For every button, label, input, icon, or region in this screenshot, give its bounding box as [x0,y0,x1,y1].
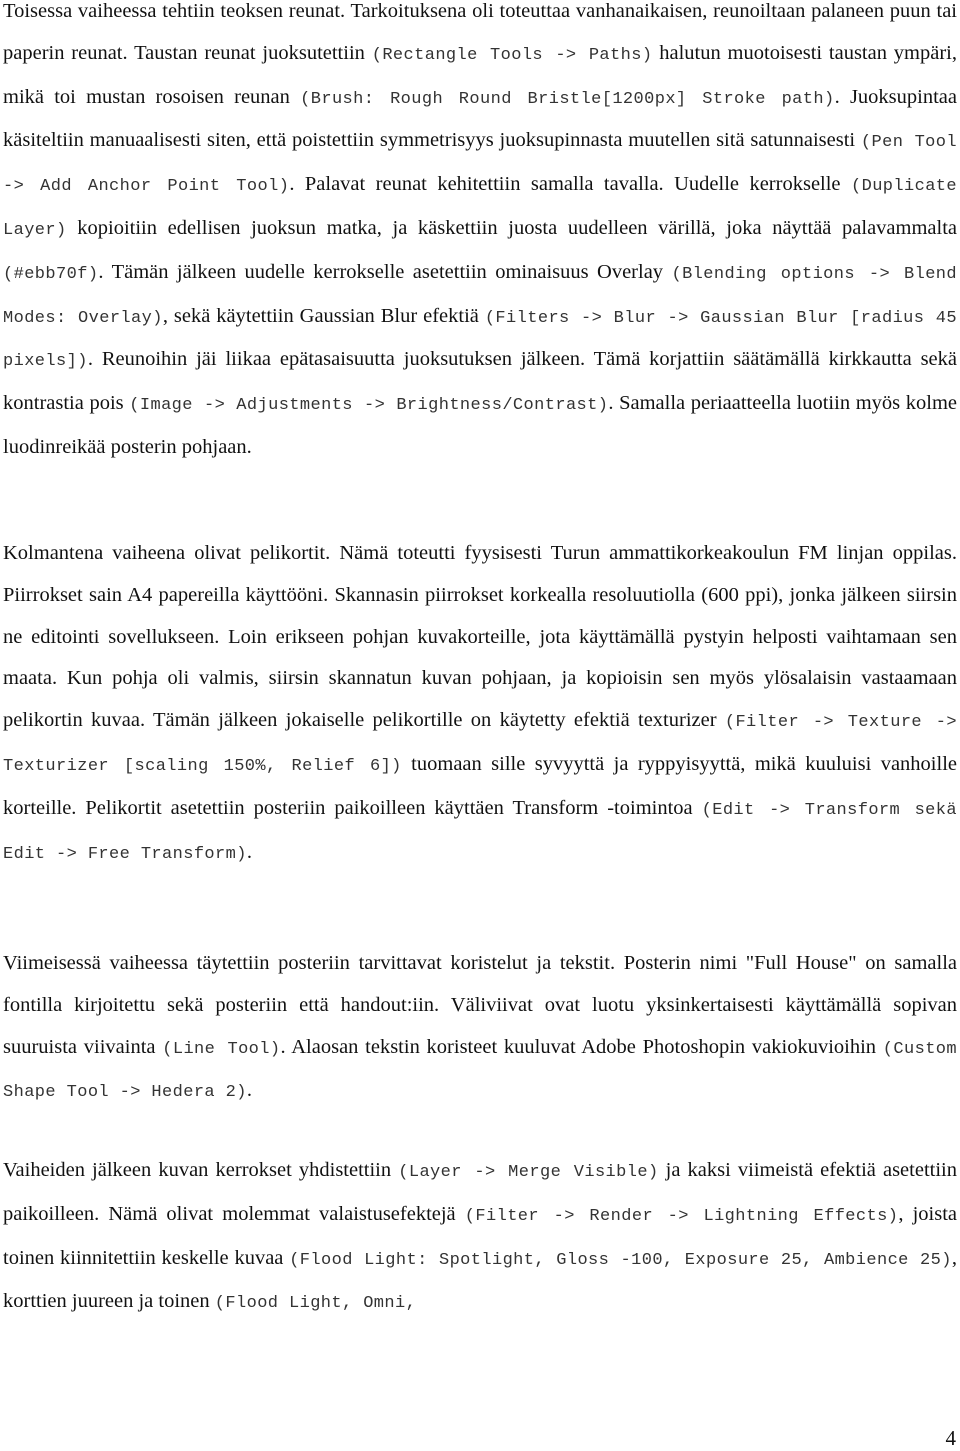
body-text: ja kaksi viimeistä efektiä asetettiin paikoilleen. Nämä olivat molemmat valaistusefektejä [3,1159,957,1225]
menu-path-code: (#ebb70f) [3,264,99,284]
body-text: , sekä käytettiin Gaussian Blur efektiä [162,304,485,327]
menu-path-code: (Flood Light, Omni, [214,1294,417,1314]
body-text: , joista toinen kiinnitettiin keskelle kuvaa [3,1202,957,1269]
menu-path-code: (Filter -> Texture -> Texturizer [scaling 150%, Relief 6]) [3,713,957,776]
paragraph-playing-cards [3,533,957,875]
body-text: Toisessa vaiheessa tehtiin teoksen reunat. Tarkoituksena oli toteuttaa vanhanaikaisen, reunoiltaan palaneen puun tai paperin reunat. Taustan reunat juoksutettiin [3,0,957,64]
menu-path-code: (Blending options -> Blend Modes: Overlay) [3,264,957,328]
page-number: 4 [945,1426,956,1450]
menu-path-code: (Filters -> Blur -> Gaussian Blur [radius 45 pixels]) [3,308,957,372]
body-text: . Reunoihin jäi liikaa epätasaisuutta juoksutuksen jälkeen. Tämä korjattiin säätämällä kirkkautta sekä kontrastia pois [3,348,957,415]
body-text: halutun muotoisesti taustan ympäri, mikä toi mustan rosoisen reunan [3,41,957,108]
menu-path-code: (Pen Tool -> Add Anchor Point Tool) [3,133,957,197]
body-text: . [246,1079,252,1102]
menu-path-code: (Rectangle Tools -> Paths) [371,45,653,65]
body-text: . Tämän jälkeen uudelle kerrokselle asetettiin ominaisuus Overlay [98,260,672,283]
menu-path-code: (Layer -> Merge Visible) [398,1163,659,1182]
menu-path-code: (Duplicate Layer) [3,177,958,240]
paragraph-lighting-effects [3,1150,957,1325]
menu-path-code: (Brush: Rough Round Bristle[1200px] Stroke path) [300,89,835,109]
body-text: Vaiheiden jälkeen kuvan kerrokset yhdistettiin [3,1159,399,1181]
menu-path-code: (Custom Shape Tool -> Hedera 2) [3,1039,957,1103]
body-text: , korttien juureen ja toinen [3,1246,957,1313]
paragraph-decorations [3,943,957,1114]
body-text: . Palavat reunat kehitettiin samalla tavalla. Uudelle kerrokselle [289,173,851,196]
menu-path-code: (Line Tool) [162,1039,281,1059]
paragraph-edges [3,0,957,469]
menu-path-code: (Filter -> Render -> Lightning Effects) [464,1206,899,1226]
body-text: kopioitiin edellisen juoksun matka, ja käskettiin juosta uudelleen värillä, joka näyttää palavammalta [66,216,957,239]
menu-path-code: (Flood Light: Spotlight, Gloss -100, Exposure 25, Ambience 25) [289,1250,952,1270]
body-text: . Juoksupintaa käsiteltiin manuaalisesti siten, että poistettiin symmetrisyys juoksupinnasta muutellen sitä satunnaisesti [3,85,958,152]
menu-path-code: (Image -> Adjustments -> Brightness/Contrast) [129,396,609,416]
body-text: Viimeisessä vaiheessa täytettiin posteriin tarvittavat koristelut ja tekstit. Posterin nimi "Full House" on samalla fontilla kirjoitettu sekä posteriin että handout:iin. Väliviivat ovat luotu yksinkertaisesti käyttämällä sopivan suuruista viivainta [3,952,957,1058]
menu-path-code: (Edit -> Transform sekä Edit -> Free Transform) [3,800,957,864]
body-text: tuomaan sille syvyyttä ja ryppyisyyttä, mikä kuuluisi vanhoille korteille. Pelikortit asetettiin posteriin paikoilleen käyttäen Transform -toimintoa [3,752,957,819]
body-text: . Alaosan tekstin koristeet kuuluvat Adobe Photoshopin vakiokuvioihin [280,1035,883,1058]
body-text: . [246,840,252,863]
body-text: . Samalla periaatteella luotiin myös kolme luodinreikää posterin pohjaan. [3,392,957,458]
body-text: Kolmantena vaiheena olivat pelikortit. Nämä toteutti fyysisesti Turun ammattikorkeakoulun FM linjan oppilas. Piirrokset sain A4 papereilla käyttööni. Skannasin piirrokset korkealla resoluutiolla (600 ppi), jonka jälkeen siirsin ne editointi sovellukseen. Loin erikseen pohjan kuvakorteille, jota käyttämällä pystyin helposti vaihtamaan sen maata. Kun pohja oli valmis, siirsin skannatun kuvan pohjaan, ja kopioisin sen myös ylösalaisin vastaamaan pelikortin kuvaa. Tämän jälkeen jokaiselle pelikortille on käytetty efektiä texturizer [3,542,957,732]
